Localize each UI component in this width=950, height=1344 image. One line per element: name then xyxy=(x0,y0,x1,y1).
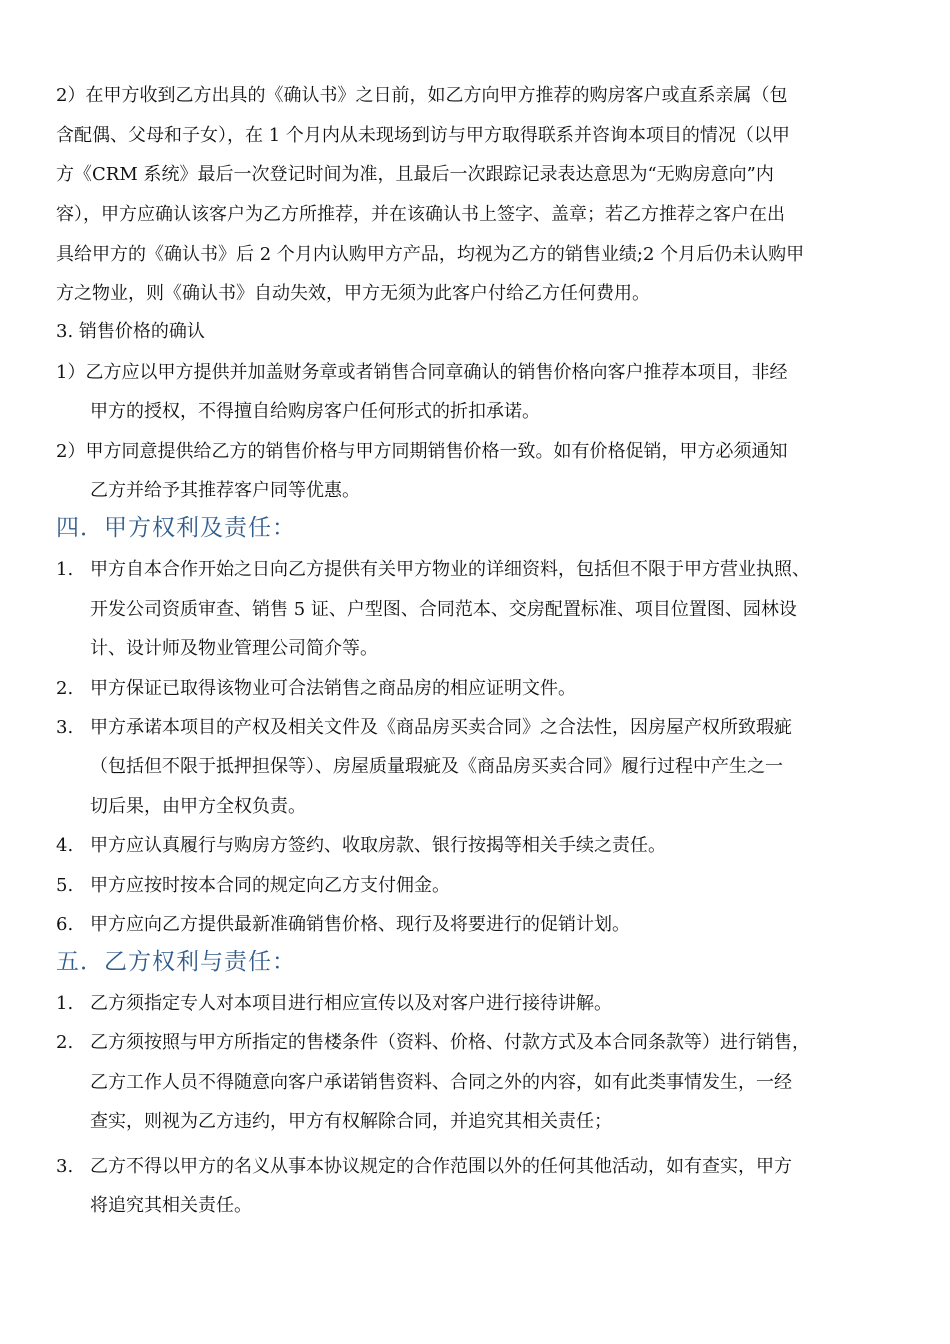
list-item-line: 甲方承诺本项目的产权及相关文件及《商品房买卖合同》之合法性，因房屋产权所致瑕疵 xyxy=(90,717,792,738)
paragraph-line: 2）在甲方收到乙方出具的《确认书》之日前，如乙方向甲方推荐的购房客户或直系亲属（包 xyxy=(56,85,788,106)
list-number: 2. xyxy=(56,1032,74,1053)
paragraph-line: 具给甲方的《确认书》后 2 个月内认购甲方产品，均视为乙方的销售业绩;2 个月后仍未认购甲 xyxy=(56,244,805,265)
list-number: 4. xyxy=(56,835,74,856)
paragraph-line: 甲方的授权，不得擅自给购房客户任何形式的折扣承诺。 xyxy=(90,401,540,422)
list-item-line: 甲方应认真履行与购房方签约、收取房款、银行按揭等相关手续之责任。 xyxy=(90,835,666,856)
list-number: 2. xyxy=(56,678,74,699)
list-item-line: 乙方工作人员不得随意向客户承诺销售资料、合同之外的内容，如有此类事情发生，一经 xyxy=(90,1072,792,1093)
paragraph-line: 1）乙方应以甲方提供并加盖财务章或者销售合同章确认的销售价格向客户推荐本项目，非经 xyxy=(56,362,788,383)
paragraph-line: 方之物业，则《确认书》自动失效，甲方无须为此客户付给乙方任何费用。 xyxy=(56,283,650,304)
paragraph-line: 方《CRM 系统》最后一次登记时间为准，且最后一次跟踪记录表达意思为“无购房意向”内 xyxy=(56,164,774,185)
list-item-line: 甲方自本合作开始之日向乙方提供有关甲方物业的详细资料，包括但不限于甲方营业执照、 xyxy=(90,559,810,580)
list-item-line: 甲方保证已取得该物业可合法销售之商品房的相应证明文件。 xyxy=(90,678,576,699)
list-item-line: 乙方须按照与甲方所指定的售楼条件（资料、价格、付款方式及本合同条款等）进行销售， xyxy=(90,1032,810,1053)
list-item-line: 将追究其相关责任。 xyxy=(90,1195,252,1216)
list-number: 1. xyxy=(56,993,74,1014)
paragraph-line: 含配偶、父母和子女），在 1 个月内从未现场到访与甲方取得联系并咨询本项目的情况（以甲 xyxy=(56,125,790,146)
list-number: 3. xyxy=(56,717,74,738)
list-item-line: （包括但不限于抵押担保等）、房屋质量瑕疵及《商品房买卖合同》履行过程中产生之一 xyxy=(90,756,783,777)
list-item-line: 甲方应按时按本合同的规定向乙方支付佣金。 xyxy=(90,875,450,896)
list-item-line: 查实，则视为乙方违约，甲方有权解除合同，并追究其相关责任； xyxy=(90,1111,612,1132)
list-number: 3. xyxy=(56,1156,74,1177)
list-item-line: 计、设计师及物业管理公司简介等。 xyxy=(90,638,378,659)
list-number: 1. xyxy=(56,559,74,580)
list-item-line: 乙方不得以甲方的名义从事本协议规定的合作范围以外的任何其他活动，如有查实，甲方 xyxy=(90,1156,792,1177)
list-number: 5. xyxy=(56,875,74,896)
paragraph-line: 乙方并给予其推荐客户同等优惠。 xyxy=(90,480,360,501)
section-heading: 五．乙方权利与责任： xyxy=(56,949,296,975)
list-item-line: 甲方应向乙方提供最新准确销售价格、现行及将要进行的促销计划。 xyxy=(90,914,630,935)
list-number: 6. xyxy=(56,914,74,935)
list-item-line: 切后果，由甲方全权负责。 xyxy=(90,796,306,817)
list-item-line: 乙方须指定专人对本项目进行相应宣传以及对客户进行接待讲解。 xyxy=(90,993,612,1014)
subsection-title: 3. 销售价格的确认 xyxy=(56,321,205,342)
section-heading: 四．甲方权利及责任： xyxy=(56,515,296,541)
paragraph-line: 2）甲方同意提供给乙方的销售价格与甲方同期销售价格一致。如有价格促销，甲方必须通知 xyxy=(56,441,788,462)
paragraph-line: 容），甲方应确认该客户为乙方所推荐，并在该确认书上签字、盖章；若乙方推荐之客户在出 xyxy=(56,204,785,225)
list-item-line: 开发公司资质审查、销售 5 证、户型图、合同范本、交房配置标准、项目位置图、园林设 xyxy=(90,599,797,620)
